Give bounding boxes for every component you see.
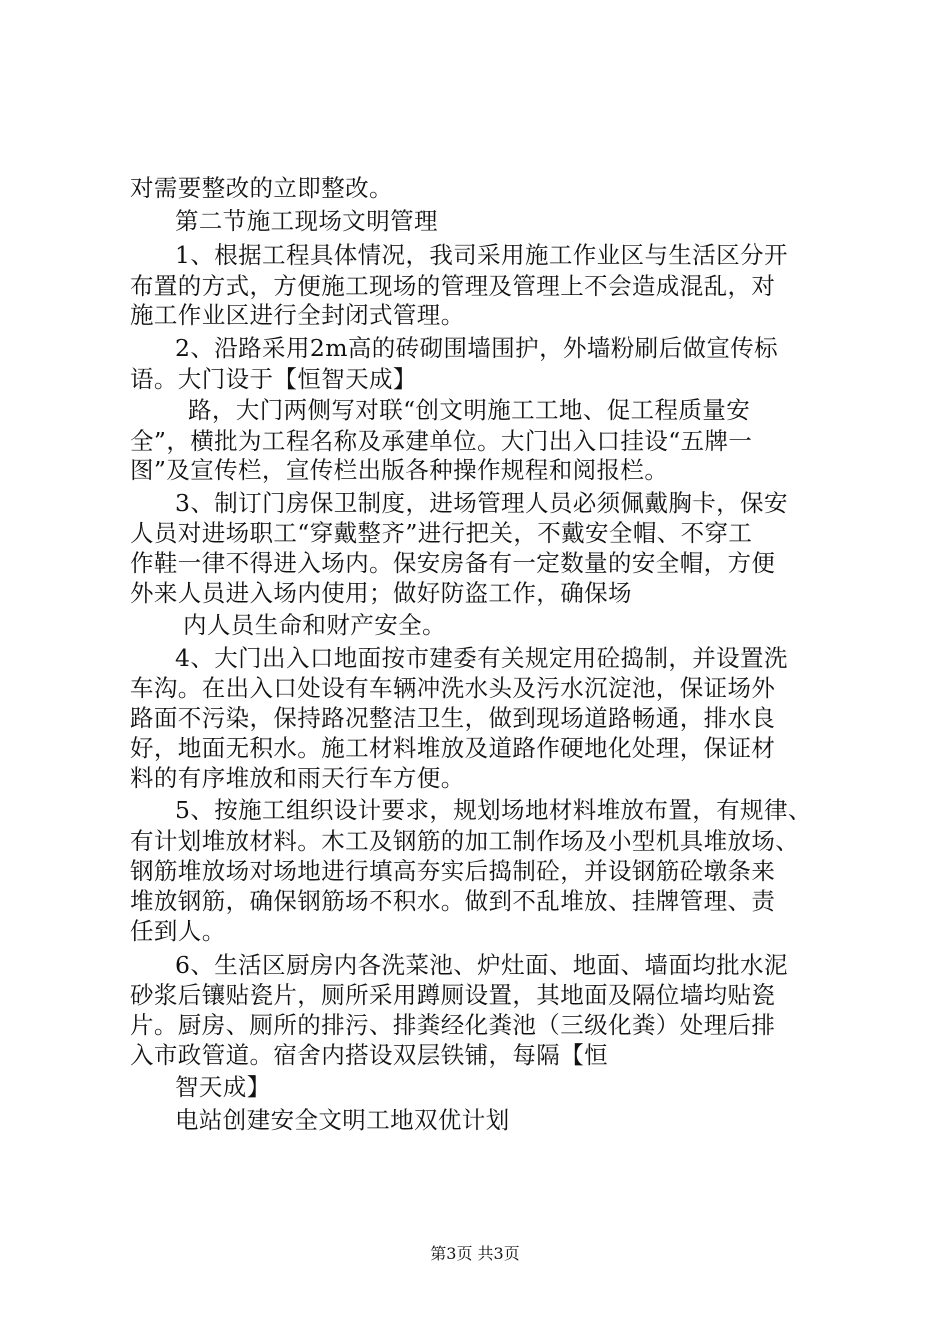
body-line: 堆放钢筋，确保钢筋场不积水。做到不乱堆放、挂牌管理、责 — [130, 887, 776, 915]
body-line: 入市政管道。宿舍内搭设双层铁铺，每隔【恒 — [130, 1041, 608, 1069]
body-line: 施工作业区进行全封闭式管理。 — [130, 301, 465, 329]
body-line: 内人员生命和财产安全。 — [183, 611, 446, 639]
body-line: 智天成】 — [175, 1073, 271, 1101]
body-line: 片。厨房、厕所的排污、排粪经化粪池（三级化粪）处理后排 — [130, 1011, 776, 1039]
body-line: 人员对进场职工“穿戴整齐”进行把关，不戴安全帽、不穿工 — [130, 519, 753, 547]
body-line: 好，地面无积水。施工材料堆放及道路作硬地化处理，保证材 — [130, 734, 776, 762]
page-number-footer: 第3页 共3页 — [430, 1244, 520, 1263]
body-line: 砂浆后镶贴瓷片，厕所采用蹲厕设置，其地面及隔位墙均贴瓷 — [130, 981, 776, 1009]
body-line: 语。大门设于【恒智天成】 — [130, 365, 417, 393]
body-line: 钢筋堆放场对场地进行填高夯实后捣制砼，并设钢筋砼墩条来 — [130, 857, 776, 885]
body-line: 布置的方式，方便施工现场的管理及管理上不会造成混乱，对 — [130, 272, 776, 300]
body-line: 6、生活区厨房内各洗菜池、炉灶面、地面、墙面均批水泥 — [175, 951, 788, 979]
body-line: 车沟。在出入口处设有车辆冲洗水头及污水沉淀池，保证场外 — [130, 674, 776, 702]
body-line: 5、按施工组织设计要求，规划场地材料堆放布置，有规律、 — [175, 796, 812, 824]
body-line: 全”，横批为工程名称及承建单位。大门出入口挂设“五牌一 — [130, 427, 753, 455]
section-heading: 第二节施工现场文明管理 — [175, 207, 438, 235]
body-line: 1、根据工程具体情况，我司采用施工作业区与生活区分开 — [175, 241, 788, 269]
body-line: 有计划堆放材料。木工及钢筋的加工制作场及小型机具堆放场、 — [130, 827, 800, 855]
closing-title: 电站创建安全文明工地双优计划 — [175, 1106, 510, 1134]
body-line: 任到人。 — [130, 917, 226, 945]
body-line: 作鞋一律不得进入场内。保安房备有一定数量的安全帽，方便 — [130, 549, 776, 577]
body-line: 图”及宣传栏，宣传栏出版各种操作规程和阅报栏。 — [130, 456, 669, 484]
body-line: 路，大门两侧写对联“创文明施工工地、促工程质量安 — [188, 396, 751, 424]
body-line: 对需要整改的立即整改。 — [130, 174, 393, 202]
body-line: 2、沿路采用2m高的砖砌围墙围护，外墙粉刷后做宣传标 — [175, 334, 779, 362]
body-line: 3、制订门房保卫制度，进场管理人员必须佩戴胸卡，保安 — [175, 489, 788, 517]
body-line: 料的有序堆放和雨天行车方便。 — [130, 764, 465, 792]
body-line: 路面不污染，保持路况整洁卫生，做到现场道路畅通，排水良 — [130, 704, 776, 732]
body-line: 外来人员进入场内使用；做好防盗工作，确保场 — [130, 579, 632, 607]
body-line: 4、大门出入口地面按市建委有关规定用砼捣制，并设置洗 — [175, 644, 788, 672]
